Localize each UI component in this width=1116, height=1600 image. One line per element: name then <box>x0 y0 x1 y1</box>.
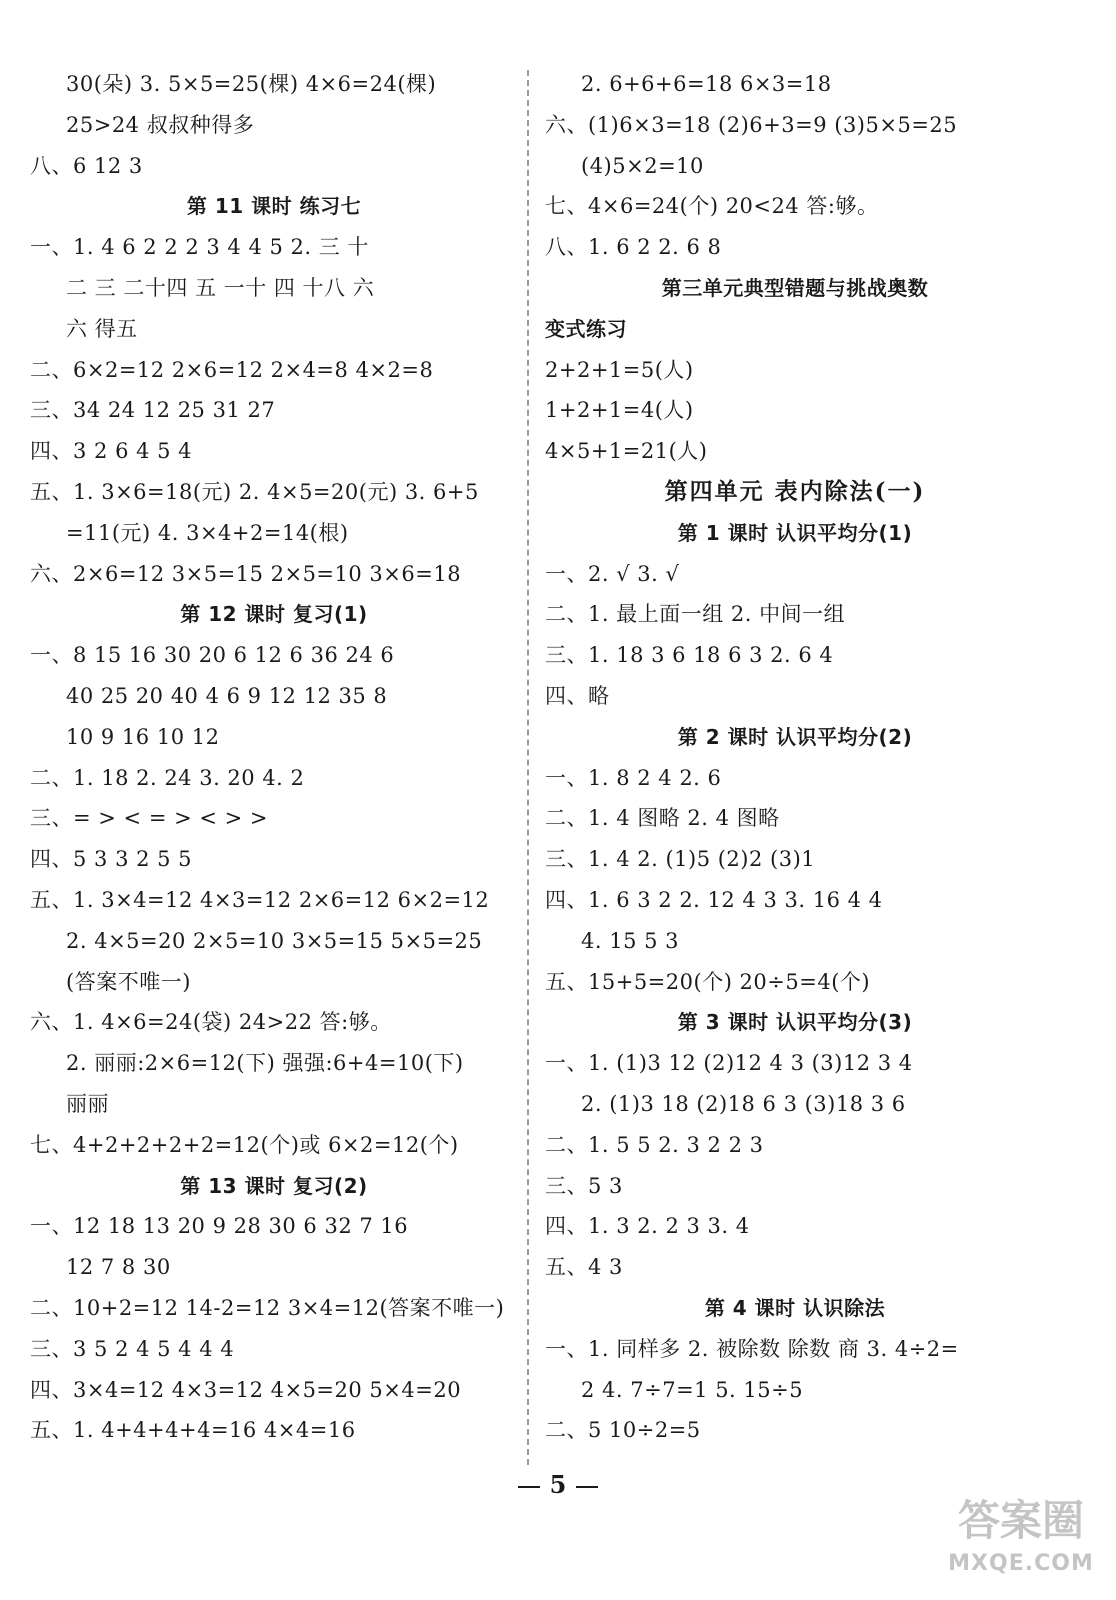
answer-line: 八、6 12 3 <box>30 153 143 178</box>
column-divider <box>527 70 529 1465</box>
answer-line: 变式练习 <box>545 316 627 341</box>
answer-line: 25>24 叔叔种得多 <box>66 112 255 137</box>
answer-line: 六 得五 <box>66 316 138 341</box>
watermark-site-text: MXQE.COM <box>948 1551 1094 1576</box>
answer-line: 六、1. 4×6=24(袋) 24>22 答:够。 <box>30 1010 392 1035</box>
answer-line: 二 三 二十四 五 一十 四 十八 六 <box>66 275 375 300</box>
answer-line: 一、1. 同样多 2. 被除数 除数 商 3. 4÷2= <box>545 1336 959 1361</box>
answer-line: 2. (1)3 18 (2)18 6 3 (3)18 3 6 <box>581 1091 906 1116</box>
answer-line: 一、2. √ 3. √ <box>545 561 680 586</box>
section-heading: 第 2 课时 认识平均分(2) <box>677 724 913 749</box>
answer-line: 四、3 2 6 4 5 4 <box>30 439 193 464</box>
answer-line: 一、12 18 13 20 9 28 30 6 32 7 16 <box>30 1214 409 1239</box>
answer-line: 4. 15 5 3 <box>581 928 680 953</box>
answer-line: 五、1. 3×4=12 4×3=12 2×6=12 6×2=12 <box>30 887 490 912</box>
answer-line: 二、1. 4 图略 2. 4 图略 <box>545 806 780 831</box>
answer-line: 4×5+1=21(人) <box>545 439 708 464</box>
answer-line: 一、1. 4 6 2 2 2 3 4 4 5 2. 三 十 <box>30 235 369 260</box>
answer-line: 四、略 <box>545 683 610 708</box>
section-heading: 第 4 课时 认识除法 <box>704 1295 886 1320</box>
answer-line: (4)5×2=10 <box>581 153 704 178</box>
answer-line: 七、4×6=24(个) 20<24 答:够。 <box>545 194 879 219</box>
answer-line: 10 9 16 10 12 <box>66 724 220 749</box>
answer-line: 三、34 24 12 25 31 27 <box>30 398 276 423</box>
answer-line: 丽丽 <box>66 1091 109 1116</box>
answer-line: 12 7 8 30 <box>66 1255 171 1280</box>
answer-line: 二、1. 最上面一组 2. 中间一组 <box>545 602 846 627</box>
answer-line: 2. 6+6+6=18 6×3=18 <box>581 72 832 96</box>
answer-line: 四、1. 6 3 2 2. 12 4 3 3. 16 4 4 <box>545 887 883 912</box>
page-number-dash-left <box>518 1486 540 1488</box>
page-number-dash-right <box>576 1486 598 1488</box>
answer-line: 三、5 3 <box>545 1173 623 1198</box>
answer-line: 五、1. 3×6=18(元) 2. 4×5=20(元) 3. 6+5 <box>30 479 479 504</box>
section-heading: 第四单元 表内除法(一) <box>664 477 926 505</box>
answer-line: 三、3 5 2 4 5 4 4 4 <box>30 1336 235 1361</box>
answer-line: 2+2+1=5(人) <box>545 357 694 382</box>
answer-line: =11(元) 4. 3×4+2=14(根) <box>66 520 349 545</box>
answer-line: 二、1. 5 5 2. 3 2 2 3 <box>545 1132 764 1157</box>
answer-line: 六、2×6=12 3×5=15 2×5=10 3×6=18 <box>30 561 462 586</box>
answer-line: 四、5 3 3 2 5 5 <box>30 847 193 872</box>
answer-line: 二、5 10÷2=5 <box>545 1418 701 1443</box>
section-heading: 第 3 课时 认识平均分(3) <box>677 1010 913 1035</box>
answer-line: 六、(1)6×3=18 (2)6+3=9 (3)5×5=25 <box>545 112 958 137</box>
section-heading: 第三单元典型错题与挑战奥数 <box>661 275 929 300</box>
answer-line: 二、10+2=12 14-2=12 3×4=12(答案不唯一) <box>30 1295 505 1320</box>
answer-line: 五、15+5=20(个) 20÷5=4(个) <box>545 969 871 994</box>
answer-line: 二、1. 18 2. 24 3. 20 4. 2 <box>30 765 305 790</box>
answer-line: 30(朵) 3. 5×5=25(棵) 4×6=24(棵) <box>66 72 437 96</box>
section-heading: 第 1 课时 认识平均分(1) <box>677 520 913 545</box>
answer-line: 三、= > < = > < > > <box>30 806 268 831</box>
left-column <box>30 64 518 1451</box>
answer-line: 1+2+1=4(人) <box>545 398 694 423</box>
answer-line: 2. 丽丽:2×6=12(下) 强强:6+4=10(下) <box>66 1051 464 1076</box>
watermark-logo <box>946 1493 1096 1588</box>
right-column <box>545 64 1045 1451</box>
answer-line: 40 25 20 40 4 6 9 12 12 35 8 <box>66 683 388 708</box>
answer-line: 三、1. 18 3 6 18 6 3 2. 6 4 <box>545 643 834 668</box>
answer-line: 二、6×2=12 2×6=12 2×4=8 4×2=8 <box>30 357 434 382</box>
section-heading: 第 13 课时 复习(2) <box>180 1173 368 1198</box>
answer-line: 2 4. 7÷7=1 5. 15÷5 <box>581 1377 804 1402</box>
answer-line: 五、1. 4+4+4+4=16 4×4=16 <box>30 1418 356 1443</box>
answer-line: 三、1. 4 2. (1)5 (2)2 (3)1 <box>545 847 816 872</box>
answer-line: 七、4+2+2+2+2=12(个)或 6×2=12(个) <box>30 1132 459 1157</box>
answer-line: 四、1. 3 2. 2 3 3. 4 <box>545 1214 750 1239</box>
answer-line: 一、1. 8 2 4 2. 6 <box>545 765 722 790</box>
page-number-value: 5 <box>549 1470 567 1499</box>
answer-line: 一、1. (1)3 12 (2)12 4 3 (3)12 3 4 <box>545 1051 913 1076</box>
answer-line: 八、1. 6 2 2. 6 8 <box>545 235 722 260</box>
answer-line: (答案不唯一) <box>66 969 191 994</box>
watermark-logo-text: 答案圈 <box>957 1496 1084 1545</box>
answer-line: 五、4 3 <box>545 1255 623 1280</box>
answer-line: 四、3×4=12 4×3=12 4×5=20 5×4=20 <box>30 1377 462 1402</box>
answer-line: 2. 4×5=20 2×5=10 3×5=15 5×5=25 <box>66 928 483 953</box>
section-heading: 第 12 课时 复习(1) <box>180 602 368 627</box>
answer-line: 一、8 15 16 30 20 6 12 6 36 24 6 <box>30 643 395 668</box>
section-heading: 第 11 课时 练习七 <box>186 194 362 219</box>
